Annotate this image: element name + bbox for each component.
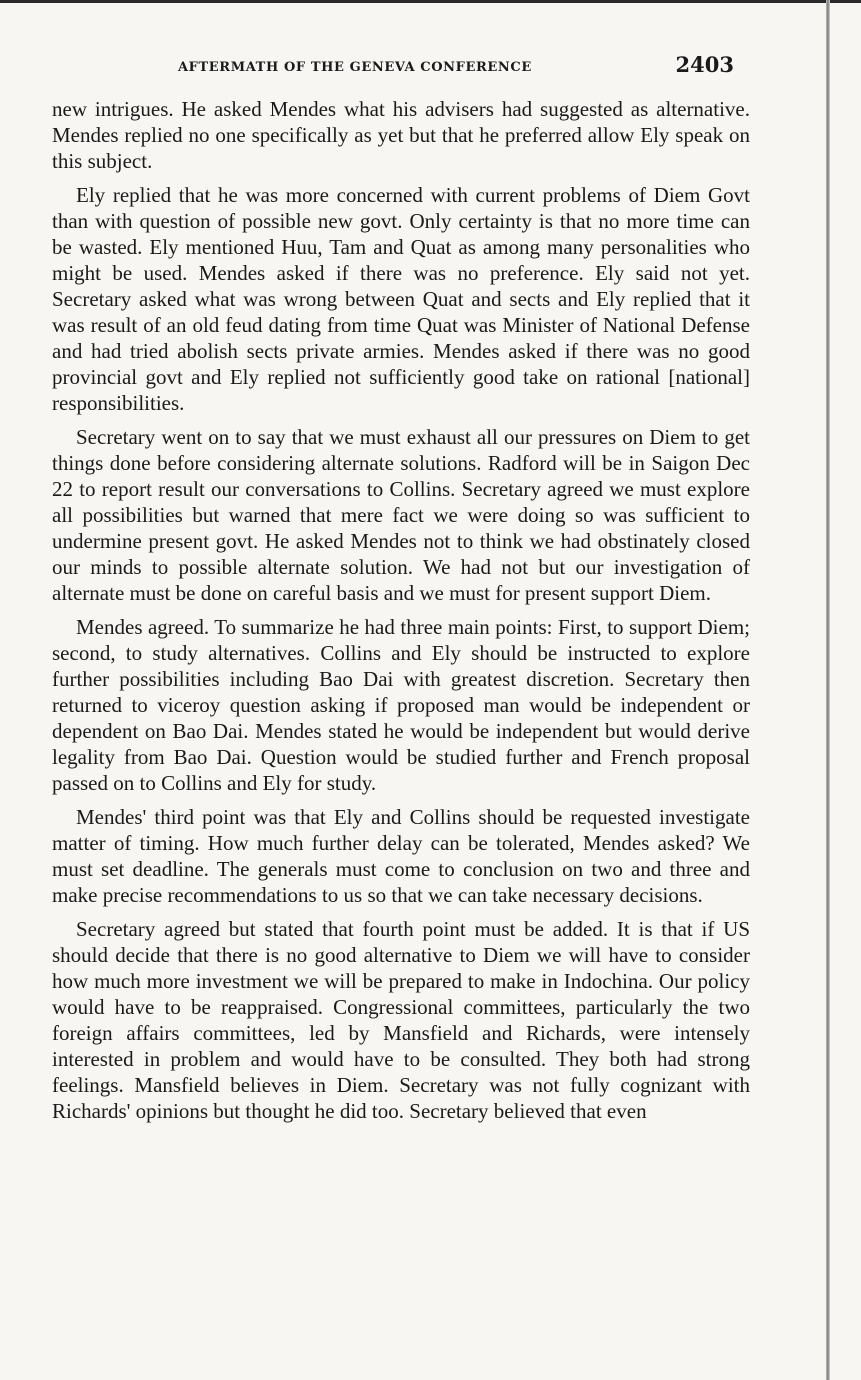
running-head [52, 40, 750, 84]
running-title: AFTERMATH OF THE GENEVA CONFERENCE [178, 60, 532, 75]
document-page [52, 40, 750, 1132]
scan-top-border [0, 0, 861, 3]
page-number: 2403 [675, 52, 734, 77]
paragraph-continuation: new intrigues. He asked Mendes what his advisers had suggested as alternative. Mendes replied no one specifically as yet but that he preferred allow Ely speak on this subject. [52, 97, 750, 173]
paragraph: Secretary went on to say that we must exhaust all our pressures on Diem to get things done before considering alternate solutions. Radford will be in Saigon Dec 22 to report result our conversations to Collins. Secretary agreed we must explore all possibilities but warned that mere fact we were doing so was sufficient to undermine present govt. He asked Mendes not to think we had obstinately closed our minds to possible alternate solution. We had not but our investigation of alternate must be done on careful basis and we must for present support Diem. [52, 425, 750, 605]
paragraph: Mendes agreed. To summarize he had three main points: First, to support Diem; second, to study alternatives. Collins and Ely should be instructed to explore further possibilities including Bao Dai with greatest discretion. Secretary then returned to viceroy question asking if proposed man would be independent or dependent on Bao Dai. Mendes stated he would be independent but would derive legality from Bao Dai. Question would be studied further and French proposal passed on to Collins and Ely for study. [52, 615, 750, 795]
body-text [52, 96, 750, 1124]
paragraph: Secretary agreed but stated that fourth point must be added. It is that if US should decide that there is no good alternative to Diem we will have to consider how much more investment we will be prepared to make in Indochina. Our policy would have to be reappraised. Congressional committees, particularly the two foreign affairs committees, led by Mansfield and Richards, were intensely interested in problem and would have to be consulted. They both had strong feelings. Mansfield believes in Diem. Secretary was not fully cognizant with Richards' opinions but thought he did too. Secretary believed that even [52, 917, 750, 1123]
scan-binding-edge [826, 0, 830, 1380]
paragraph: Ely replied that he was more concerned with current problems of Diem Govt than with question of possible new govt. Only certainty is that no more time can be wasted. Ely mentioned Huu, Tam and Quat as among many personalities who might be used. Mendes asked if there was no preference. Ely said not yet. Secretary asked what was wrong between Quat and sects and Ely replied that it was result of an old feud dating from time Quat was Minister of National Defense and had tried abolish sects private armies. Mendes asked if there was no good provincial govt and Ely replied not sufficiently good take on rational [national] responsibilities. [52, 183, 750, 415]
paragraph: Mendes' third point was that Ely and Collins should be requested investigate matter of timing. How much further delay can be tolerated, Mendes asked? We must set deadline. The generals must come to conclusion on two and three and make precise recommendations to us so that we can take necessary decisions. [52, 805, 750, 907]
